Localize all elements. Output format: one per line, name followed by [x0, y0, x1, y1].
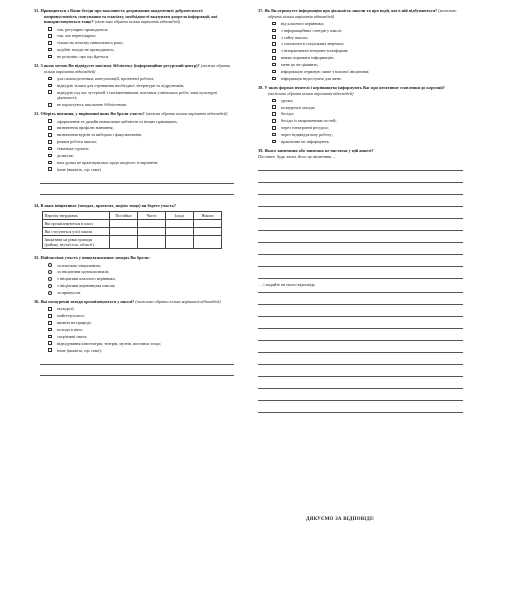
checkbox[interactable]: [272, 105, 276, 109]
answer-line[interactable]: [40, 365, 234, 376]
checkbox[interactable]: [272, 126, 276, 130]
question-title: 38. У яких формах вчителі і керівництво інформують Вас про негативне ставлення до корупції?: [258, 84, 445, 90]
checkbox[interactable]: [48, 55, 52, 59]
checkbox[interactable]: [48, 307, 52, 311]
checkbox[interactable]: [48, 77, 52, 81]
options-list: [258, 98, 463, 145]
checkbox[interactable]: [48, 41, 52, 45]
option[interactable]: інформація недоступна для мене.: [272, 76, 463, 82]
frequency-table: [42, 211, 222, 249]
question-note: (можна обрати кілька варіантів відповідей): [145, 111, 228, 117]
question-note: (можливо обрати кілька варіантів відповідей): [268, 90, 354, 96]
answer-line[interactable]: [258, 401, 463, 413]
option[interactable]: відвідування кінотеатрів, театрів, музеїв, виставок тощо;: [48, 341, 234, 347]
checkbox[interactable]: [272, 77, 276, 81]
option[interactable]: практично не інформують.: [272, 139, 463, 145]
answer-line[interactable]: [258, 207, 463, 219]
option[interactable]: з сайту школи;: [272, 35, 463, 41]
question-32: [34, 63, 234, 108]
checkbox[interactable]: [48, 27, 52, 31]
option[interactable]: інше (вкажіть, що саме): [48, 167, 234, 173]
option[interactable]: з інтерактивної інтернет-платформи;: [272, 48, 463, 54]
row-label: Які організовуються в класі: [43, 220, 110, 228]
options-list: [34, 306, 234, 353]
question-33: [34, 111, 234, 195]
option[interactable]: тільки на початку навчального року;: [48, 40, 234, 46]
question-title: 32. З якою метою Ви відвідуєте шкільну бібліотеку (інформаційно-ресурсний центр)?: [34, 63, 200, 69]
answer-line[interactable]: [258, 159, 463, 171]
checkbox[interactable]: [48, 119, 52, 123]
checkbox[interactable]: [48, 34, 52, 38]
option[interactable]: інформацію отримую лише з власної ініціативи;: [272, 69, 463, 75]
option[interactable]: відвідую під час зустрічей з письменниками, виставок учнівських робіт, інші культурні діяльності;: [48, 90, 234, 101]
answer-cell[interactable]: [110, 228, 138, 236]
answer-line[interactable]: [258, 317, 463, 329]
checkbox[interactable]: [48, 126, 52, 130]
table-header-cell: Іноді: [166, 212, 194, 220]
option[interactable]: спортивні свята;: [48, 334, 234, 340]
checkbox[interactable]: [48, 161, 52, 165]
option[interactable]: з ініціативи керівництва школи;: [48, 283, 234, 289]
question-37: [258, 8, 463, 81]
question-title: 35. Найчастіше участь у вищезазначених заходах Ви брали:: [34, 255, 150, 261]
checkbox[interactable]: [48, 154, 52, 158]
checkbox[interactable]: [48, 103, 52, 107]
checkbox[interactable]: [48, 348, 52, 352]
answer-cell[interactable]: [166, 236, 194, 249]
checkbox[interactable]: [272, 35, 276, 39]
option[interactable]: подібні заходи не проводились;: [48, 47, 234, 53]
options-list: [34, 76, 234, 108]
option[interactable]: від класного керівника;: [272, 21, 463, 27]
question-38: [258, 85, 463, 145]
left-column: [34, 8, 234, 380]
option[interactable]: за власною ініціативою;: [48, 263, 234, 269]
checkbox[interactable]: [272, 70, 276, 74]
right-column: [258, 8, 463, 417]
answer-cell[interactable]: [166, 228, 194, 236]
answer-line[interactable]: [258, 329, 463, 341]
checkbox[interactable]: [272, 99, 276, 103]
checkbox[interactable]: [48, 133, 52, 137]
table-header-cell: Перелік тверджень: [43, 212, 110, 220]
answer-line[interactable]: [258, 377, 463, 389]
answer-line[interactable]: [258, 353, 463, 365]
option[interactable]: так, регулярно проводяться;: [48, 27, 234, 33]
answer-line[interactable]: [258, 171, 463, 183]
answer-line[interactable]: [258, 219, 463, 231]
option[interactable]: не користуюсь шкільною бібліотекою.: [48, 102, 234, 108]
checkbox[interactable]: [48, 140, 52, 144]
table-header-cell: Часто: [138, 212, 166, 220]
question-title: 33. Оберіть питання, у вирішенні яких Ви брали участь?: [34, 111, 145, 117]
checkbox[interactable]: [272, 133, 276, 137]
answer-line[interactable]: [258, 365, 463, 377]
option[interactable]: визначення курсів за вибором і факультативів;: [48, 132, 234, 138]
answer-line[interactable]: [258, 341, 463, 353]
option[interactable]: режим роботи школи;: [48, 139, 234, 145]
row-label: Ініціативи на рівні громади (району, міста/села, області): [43, 236, 110, 249]
checkbox[interactable]: [48, 341, 52, 345]
thanks-message: ДЯКУЄМО ЗА ВІДПОВІДІ!: [306, 517, 375, 522]
option[interactable]: екскурсії;: [48, 306, 234, 312]
option[interactable]: виміни на природі;: [48, 320, 234, 326]
answer-line[interactable]: [258, 389, 463, 401]
answer-cell[interactable]: [138, 228, 166, 236]
radio-button[interactable]: [48, 284, 52, 288]
option[interactable]: з інформаційних стендів у школі;: [272, 28, 463, 34]
option[interactable]: дозвілля;: [48, 153, 234, 159]
table-header-cell: Ніколи: [194, 212, 222, 220]
question-title: 39. Якого запитання або запитань не вистачає у цій анкеті?: [258, 148, 374, 154]
option[interactable]: відвідую тільки для отримання необхідної літератури та підручників;: [48, 83, 234, 89]
option[interactable]: мене це не цікавить;: [272, 62, 463, 68]
option[interactable]: для самопідготовки, консультацій, проектної роботи;: [48, 76, 234, 82]
option[interactable]: інше (вкажіть, що саме).: [48, 348, 234, 354]
option[interactable]: тематика гуртків;: [48, 146, 234, 152]
answer-line[interactable]: [40, 354, 234, 365]
answer-line[interactable]: [40, 184, 234, 195]
options-list: [34, 119, 234, 173]
answer-cell[interactable]: [138, 236, 166, 249]
question-title: 31. Приводиться з Вами бесіди про важливість дотримання академічної доброчесності: неприпустимість списування та плагіату, необхідності вказувати джерела інформації, які використовуються тощо?: [34, 8, 218, 25]
checkbox[interactable]: [272, 112, 276, 116]
table-header-row: [43, 212, 222, 220]
answer-cell[interactable]: [194, 228, 222, 236]
option[interactable]: з ініціативи класного керівника;: [48, 276, 234, 282]
row-label: Які стосуються усієї школи: [43, 228, 110, 236]
option[interactable]: визначення профілю навчання;: [48, 125, 234, 131]
answer-line[interactable]: [258, 293, 463, 305]
question-35: [34, 255, 234, 295]
question-note: (можливо обрати кілька варіантів відповідей): [268, 8, 457, 19]
checkbox[interactable]: [48, 84, 52, 88]
answer-cell[interactable]: [166, 220, 194, 228]
option[interactable]: бесіди;: [272, 111, 463, 117]
table-row: [43, 228, 222, 236]
checkbox[interactable]: [48, 48, 52, 52]
answer-line[interactable]: [258, 267, 463, 279]
answer-prompt: … і надайте на нього відповідь: [258, 282, 315, 288]
radio-button[interactable]: [48, 291, 52, 295]
checkbox[interactable]: [48, 90, 52, 94]
option[interactable]: через електронні ресурси;: [272, 125, 463, 131]
options-list: [34, 263, 234, 296]
option[interactable]: за примусом.: [48, 290, 234, 296]
answer-cell[interactable]: [110, 236, 138, 249]
question-title: 34. В яких ініціативах (заходах, проектах, подіях тощо) ви берете участь?: [34, 203, 176, 209]
answer-line[interactable]: [40, 173, 234, 184]
question-34: [34, 203, 234, 249]
option[interactable]: оформлення та дизайн навчальних кабінетів та інших приміщень;: [48, 119, 234, 125]
radio-button[interactable]: [48, 277, 52, 281]
checkbox[interactable]: [48, 335, 52, 339]
option[interactable]: уроки;: [272, 98, 463, 104]
question-title: 36. Які позаурочні заходи організовуються у школі?: [34, 299, 135, 305]
table-row: [43, 220, 222, 228]
checkbox[interactable]: [272, 63, 276, 67]
question-note: (можна обрати кілька варіантів відповідей): [44, 63, 231, 74]
option[interactable]: бесіди із запрошенням гостей;: [272, 118, 463, 124]
checkbox[interactable]: [272, 42, 276, 46]
question-39: [258, 148, 463, 413]
option[interactable]: за ініціативи однокласників;: [48, 269, 234, 275]
checkbox[interactable]: [48, 328, 52, 332]
radio-button[interactable]: [48, 263, 52, 267]
options-list: [34, 27, 234, 60]
answer-line[interactable]: [258, 231, 463, 243]
checkbox[interactable]: [48, 321, 52, 325]
table-header-cell: Постійно: [110, 212, 138, 220]
option[interactable]: з спільноти в соціальних мережах;: [272, 41, 463, 47]
answer-line[interactable]: [258, 255, 463, 267]
answer-line[interactable]: [258, 243, 463, 255]
checkbox[interactable]: [272, 29, 276, 33]
answer-cell[interactable]: [194, 220, 222, 228]
option[interactable]: позаурочні заходи;: [272, 105, 463, 111]
question-31: [34, 8, 234, 60]
question-title: 37. Як Ви отримуєте інформацію про діяльність школи та про події, які в ній відбуваються?: [258, 8, 438, 13]
answer-cell[interactable]: [138, 220, 166, 228]
option[interactable]: важко отримати інформацію;: [272, 55, 463, 61]
answer-cell[interactable]: [194, 236, 222, 249]
question-36: [34, 299, 234, 376]
checkbox[interactable]: [272, 22, 276, 26]
answer-line[interactable]: [258, 183, 463, 195]
answer-line[interactable]: [258, 305, 463, 317]
option[interactable]: не розумію, про що йдеться.: [48, 54, 234, 60]
question-note: (можливо обрати кілька варіантів відповідей): [94, 19, 181, 25]
option[interactable]: нам думка не враховувалась щодо жодного із варіантів;: [48, 160, 234, 166]
answer-cell[interactable]: [110, 220, 138, 228]
question-note: (можливо обрати кілька варіантів відповідей): [135, 299, 221, 305]
option[interactable]: майстер-класи;: [48, 313, 234, 319]
checkbox[interactable]: [48, 147, 52, 151]
checkbox[interactable]: [48, 314, 52, 318]
answer-line[interactable]: [258, 279, 463, 293]
checkbox[interactable]: [272, 119, 276, 123]
question-prompt: Поставте, будь ласка, його це запитання …: [258, 153, 337, 159]
radio-button[interactable]: [48, 270, 52, 274]
answer-line[interactable]: [258, 195, 463, 207]
checkbox[interactable]: [272, 140, 276, 144]
option[interactable]: так, але нерегулярно;: [48, 33, 234, 39]
option[interactable]: через індивідуальну роботу;: [272, 132, 463, 138]
checkbox[interactable]: [48, 167, 52, 171]
options-list: [258, 21, 463, 82]
checkbox[interactable]: [272, 49, 276, 53]
checkbox[interactable]: [272, 56, 276, 60]
table-row: [43, 236, 222, 249]
option[interactable]: походи в кіно;: [48, 327, 234, 333]
